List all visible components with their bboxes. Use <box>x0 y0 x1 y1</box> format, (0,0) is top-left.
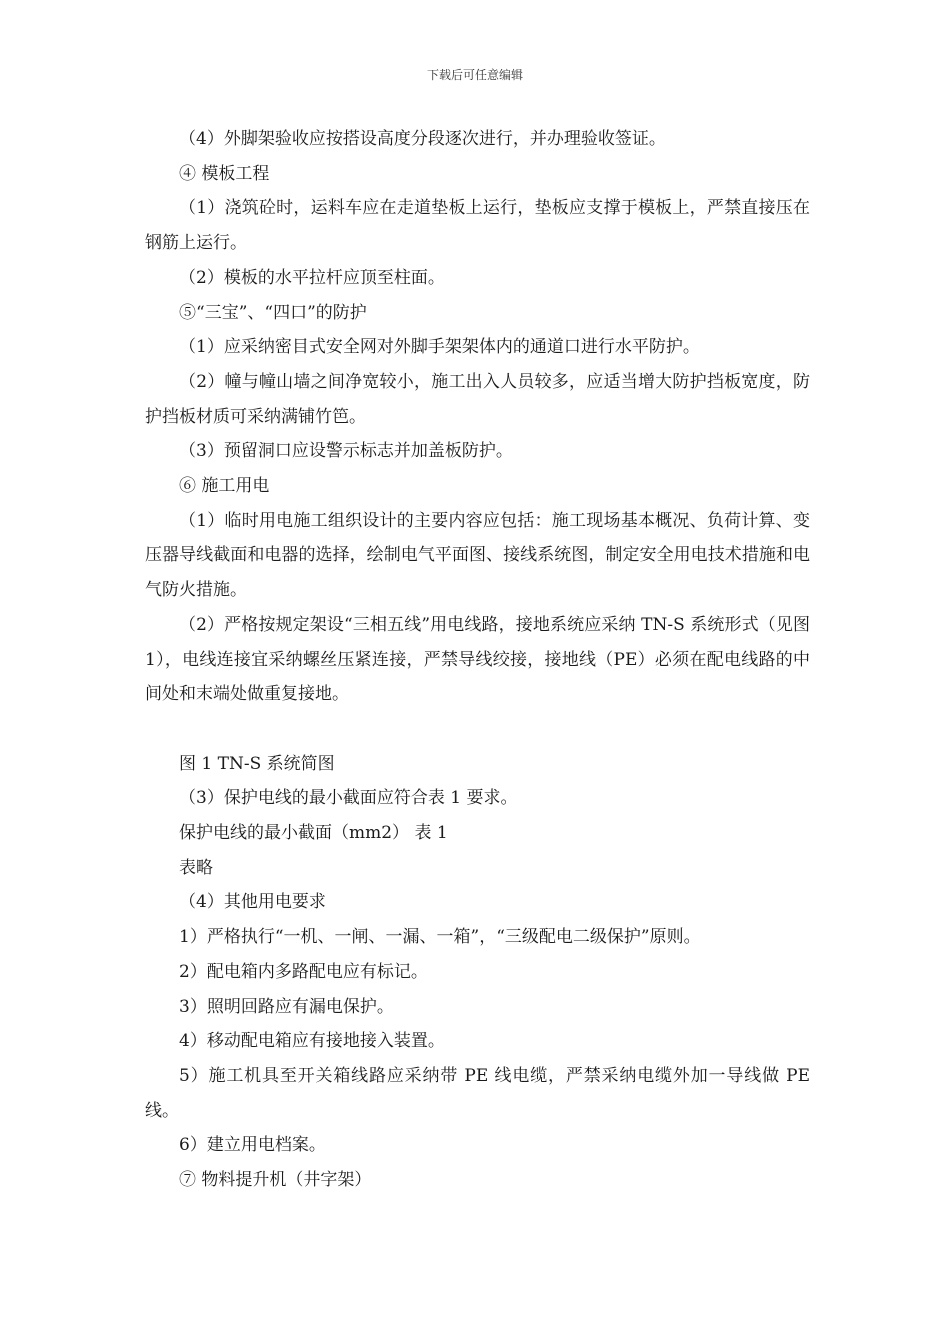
paragraph: （1）临时用电施工组织设计的主要内容应包括：施工现场基本概况、负荷计算、变压器导线截面和电器的选择，绘制电气平面图、接线系统图，制定安全用电技术措施和电气防火措施。 <box>145 510 810 601</box>
section-heading: ⑥ 施工用电 <box>179 476 270 497</box>
list-item: 1）严格执行“一机、一闸、一漏、一箱”，“三级配电二级保护”原则。 <box>179 927 701 948</box>
list-item: 6）建立用电档案。 <box>179 1135 326 1156</box>
list-item: 5）施工机具至开关箱线路应采纳带 PE 线电缆，严禁采纳电缆外加一导线做 PE 线。 <box>145 1065 810 1121</box>
document-body <box>145 122 810 1198</box>
paragraph: （1）浇筑砼时，运料车应在走道垫板上运行，垫板应支撑于模板上，严禁直接压在钢筋上运行。 <box>145 198 810 254</box>
paragraph: （4）其他用电要求 <box>179 892 326 913</box>
table-caption: 保护电线的最小截面（mm2） 表 1 <box>179 823 448 844</box>
section-heading: ④ 模板工程 <box>179 163 270 184</box>
section-heading: ⑤“三宝”、“四口”的防护 <box>179 302 367 323</box>
paragraph: （2）幢与幢山墙之间净宽较小，施工出入人员较多，应适当增大防护挡板宽度，防护挡板材质可采纳满铺竹笆。 <box>145 371 810 427</box>
figure-caption: 图 1 TN-S 系统简图 <box>179 753 335 774</box>
list-item: 4）移动配电箱应有接地接入装置。 <box>179 1031 445 1052</box>
page-header: 下载后可任意编辑 <box>426 68 523 82</box>
section-heading: ⑦ 物料提升机（井字架） <box>179 1170 372 1191</box>
paragraph: （3）预留洞口应设警示标志并加盖板防护。 <box>179 441 513 462</box>
paragraph: （4）外脚架验收应按搭设高度分段逐次进行，并办理验收签证。 <box>179 129 666 149</box>
paragraph: （2）模板的水平拉杆应顶至柱面。 <box>179 267 445 288</box>
paragraph: （1）应采纳密目式安全网对外脚手架架体内的通道口进行水平防护。 <box>179 337 700 358</box>
list-item: 3）照明回路应有漏电保护。 <box>179 996 394 1017</box>
list-item: 2）配电箱内多路配电应有标记。 <box>179 961 428 982</box>
paragraph: （3）保护电线的最小截面应符合表 1 要求。 <box>179 788 518 809</box>
paragraph: （2）严格按规定架设“三相五线”用电线路，接地系统应采纳 TN-S 系统形式（见图 1），电线连接宜采纳螺丝压紧连接，严禁导线绞接，接地线（PE）必须在配电线路的中间处和末端处做重复接地。 <box>145 614 810 705</box>
paragraph: 表略 <box>179 857 213 878</box>
